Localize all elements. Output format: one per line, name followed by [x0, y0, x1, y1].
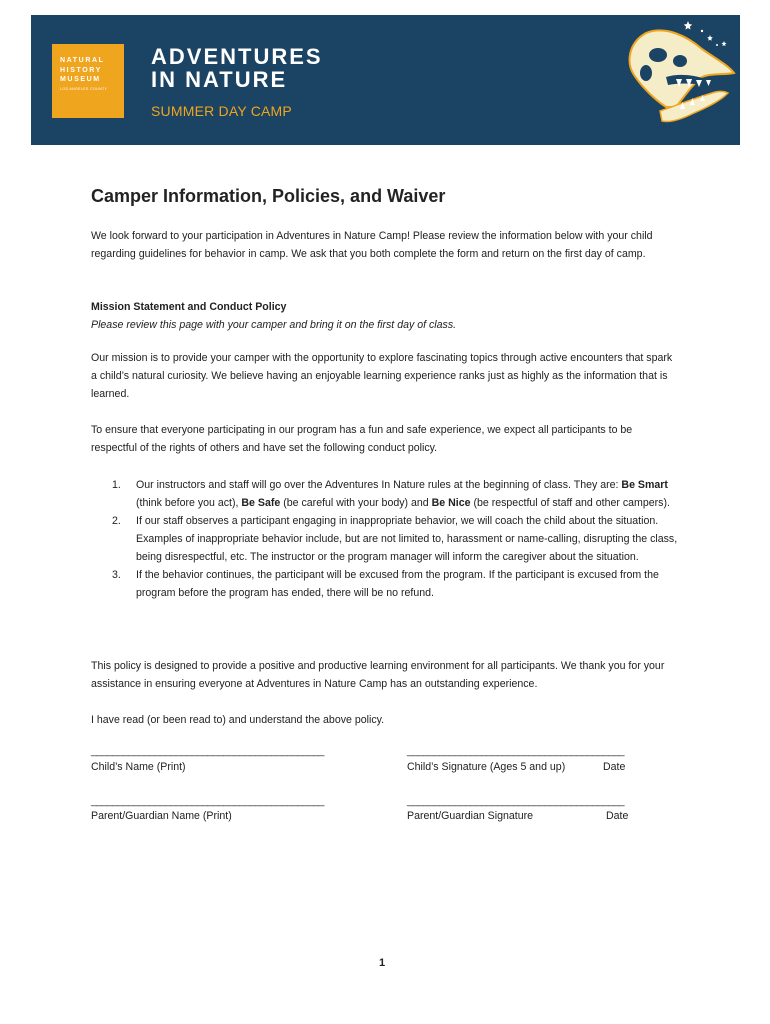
child-name-label: Child’s Name (Print) [91, 761, 186, 773]
parent-signature-line[interactable]: _________________________________________ [407, 795, 624, 807]
brand-title-line-2: IN NATURE [151, 67, 288, 92]
page-number: 1 [379, 957, 386, 969]
child-name-line[interactable]: ____________________________________________ [91, 745, 324, 757]
intro-paragraph [91, 227, 681, 263]
closing-text: This policy is designed to provide a positive and productive learning environment for all participants. We thank you for your assistance in ensuring everyone at Adventures in Nature Camp has an outstanding experience. [91, 660, 665, 690]
logo-line-2: HISTORY [60, 66, 102, 74]
rule-text: If the behavior continues, the participant will be excused from the program. If the participant is excused from the program before the program has ended, there will be no refund. [136, 569, 659, 599]
rule-emphasis-be-smart: Be Smart [621, 479, 668, 491]
page-title: Camper Information, Policies, and Waiver [91, 186, 446, 206]
section-heading: Mission Statement and Conduct Policy [91, 301, 287, 313]
logo-subline: LOS ANGELES COUNTY [60, 86, 108, 91]
mission-paragraph [91, 349, 681, 403]
parent-signature-label: Parent/Guardian Signature [407, 810, 534, 822]
parent-name-label: Parent/Guardian Name (Print) [91, 810, 232, 822]
intro-text: We look forward to your participation in Adventures in Nature Camp! Please review the information below with your child regarding guidelines for behavior in camp. We ask that you both complete the form and return on the first day of camp. [91, 230, 653, 260]
acknowledge-paragraph [91, 711, 681, 729]
child-signature-label: Child’s Signature (Ages 5 and up) [407, 761, 566, 773]
section-note: Please review this page with your camper and bring it on the first day of class. [91, 319, 457, 331]
date-label: Date [606, 810, 629, 822]
list-number: 1. [112, 479, 121, 491]
list-item [91, 512, 681, 566]
logo-line-1: NATURAL [60, 57, 105, 64]
brand-title [151, 45, 323, 91]
list-item [91, 476, 681, 512]
brand-subtitle: SUMMER DAY CAMP [151, 103, 292, 119]
rule-text: (be respectful of staff and other campers). [470, 497, 670, 509]
acknowledge-text: I have read (or been read to) and understand the above policy. [91, 714, 385, 726]
museum-logo [52, 44, 124, 118]
ensure-text: To ensure that everyone participating in our program has a fun and safe experience, we expect all participants to be respectful of the rights of others and have set the following conduct policy. [91, 424, 633, 454]
dinosaur-skull-icon [606, 15, 740, 145]
closing-paragraph [91, 657, 681, 693]
rule-text: (think before you act), [136, 497, 242, 509]
mission-section-header [91, 298, 681, 334]
ensure-paragraph [91, 421, 681, 457]
rule-text: Our instructors and staff will go over the Adventures In Nature rules at the beginning of class. They are: [136, 479, 622, 491]
brand-title-line-1: ADVENTURES [151, 44, 323, 69]
child-signature-line[interactable]: _________________________________________ [407, 745, 624, 757]
list-number: 3. [112, 569, 121, 581]
rule-text: If our staff observes a participant engaging in inappropriate behavior, we will coach the child about the situation. Examples of inappropriate behavior include, but are not limited to, harassment or name-calling, disrupting the class, being disrespectful, etc. The instructor or the program manager will inform the caregiver about the situation. [136, 515, 678, 563]
rule-text: (be careful with your body) and [280, 497, 432, 509]
conduct-rules-list [91, 476, 681, 602]
list-item [91, 566, 681, 602]
rule-emphasis-be-nice: Be Nice [431, 497, 471, 509]
rule-emphasis-be-safe: Be Safe [241, 497, 281, 509]
list-number: 2. [112, 515, 121, 527]
parent-name-line[interactable]: ____________________________________________ [91, 795, 324, 807]
header-banner [31, 15, 740, 145]
mission-text: Our mission is to provide your camper with the opportunity to explore fascinating topics through active encounters that spark a child’s natural curiosity. We believe having an enjoyable learning experience ranks just as highly as the information that is learned. [91, 352, 673, 400]
date-label: Date [603, 761, 626, 773]
logo-line-3: MUSEUM [60, 76, 101, 83]
